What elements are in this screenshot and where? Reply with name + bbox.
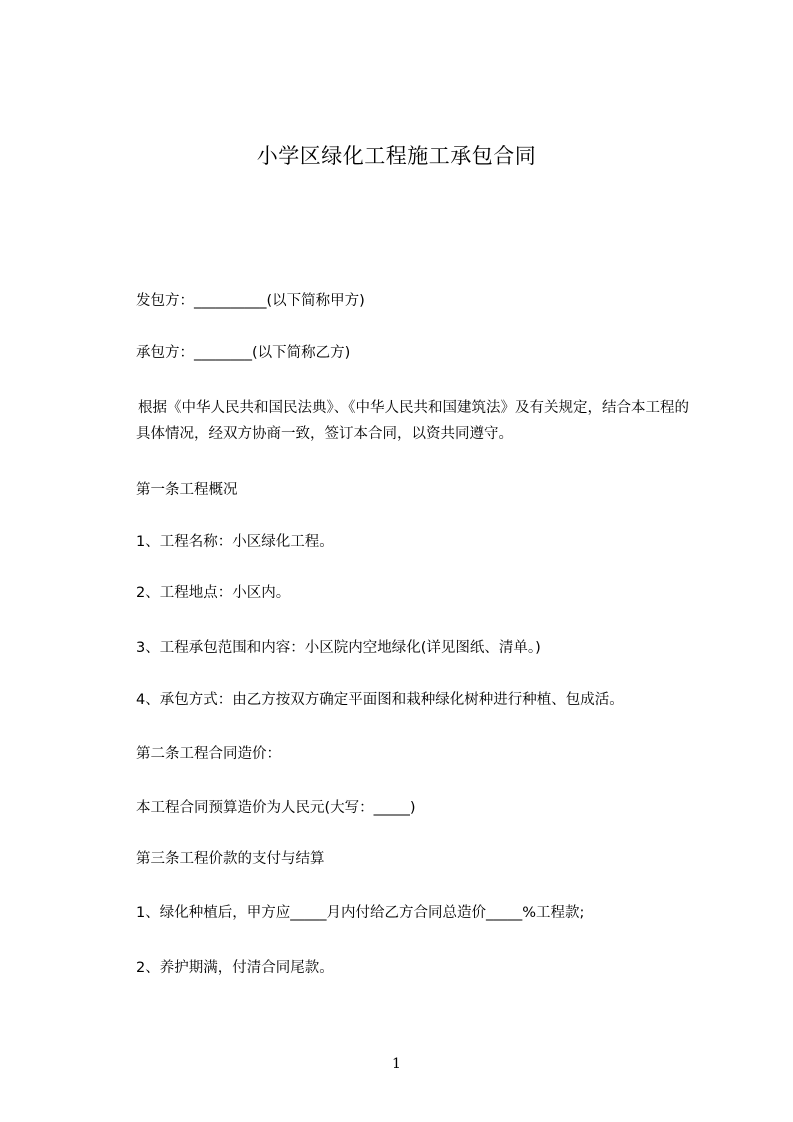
article-1-heading: 第一条工程概况 xyxy=(136,482,238,498)
article-1-item-2: 2、工程地点：小区内。 xyxy=(136,585,291,601)
party-a-line: 发包方：__________(以下简称甲方) xyxy=(136,293,365,309)
article-3-item-2: 2、养护期满，付清合同尾款。 xyxy=(136,960,334,976)
article-2-price-line: 本工程合同预算造价为人民元(大写：_____) xyxy=(136,800,416,816)
party-b-line: 承包方：________(以下简称乙方) xyxy=(136,345,351,361)
article-1-item-1: 1、工程名称：小区绿化工程。 xyxy=(136,534,334,550)
article-1-item-3: 3、工程承包范围和内容：小区院内空地绿化(详见图纸、清单。) xyxy=(136,640,541,656)
document-title: 小学区绿化工程施工承包合同 xyxy=(256,144,537,168)
article-1-item-4: 4、承包方式：由乙方按双方确定平面图和栽种绿化树种进行种植、包成活。 xyxy=(136,692,624,708)
article-3-heading: 第三条工程价款的支付与结算 xyxy=(136,851,325,867)
article-3-item-1: 1、绿化种植后，甲方应_____月内付给乙方合同总造价_____%工程款; xyxy=(136,905,585,921)
preamble-paragraph: 根据《中华人民共和国民法典》、《中华人民共和国建筑法》及有关规定，结合本工程的具体情况，经双方协商一致，签订本合同，以资共同遵守。 xyxy=(136,400,689,442)
article-2-heading: 第二条工程合同造价： xyxy=(136,746,281,762)
page-number: 1 xyxy=(392,1056,401,1072)
